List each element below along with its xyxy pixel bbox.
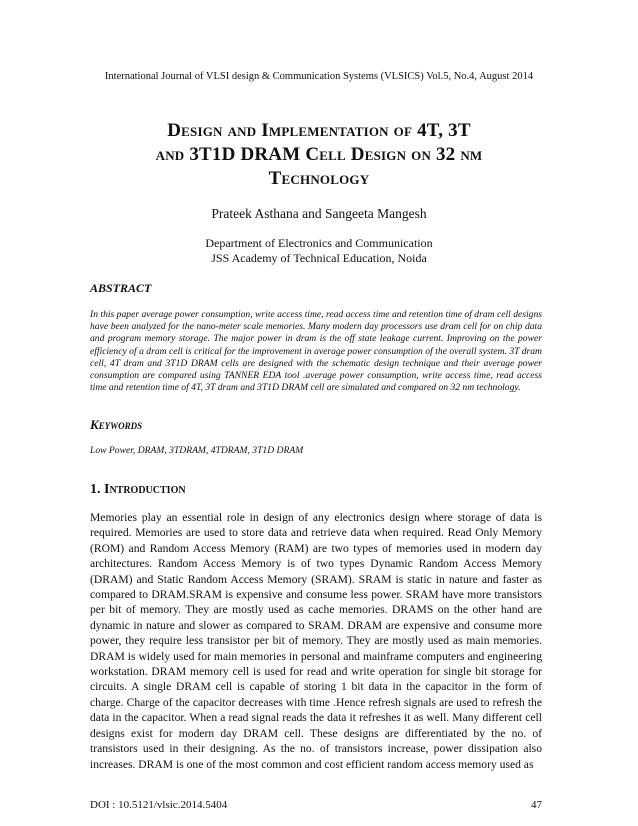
footer-doi: DOI : 10.5121/vlsic.2014.5404 [90,799,228,811]
keywords-heading: Keywords [90,417,143,432]
department: Department of Electronics and Communication [205,236,433,250]
title-line: Technology [268,168,370,189]
institution: JSS Academy of Technical Education, Noida [211,251,427,265]
page-number: 47 [531,799,542,811]
paper-title [40,119,598,191]
title-line: and 3T1D DRAM Cell Design on 32 nm [155,144,483,165]
affiliation [0,236,638,266]
journal-header: International Journal of VLSI design & Communication Systems (VLSICS) Vol.5, No.4, August 2014 [104,71,534,82]
title-line: Design and Implementation of 4T, 3T [167,120,471,141]
abstract-heading: ABSTRACT [90,281,152,295]
introduction-heading: 1. Introduction [90,482,186,497]
keywords-text: Low Power, DRAM, 3TDRAM, 4TDRAM, 3T1D DRAM [90,445,304,456]
authors: Prateek Asthana and Sangeeta Mangesh [211,206,427,221]
abstract-text: In this paper average power consumption, write access time, read access time and retention time of dram cell designs have been analyzed for the nano-meter scale memories. Many modern day processors use dram cell for on chip data and program memory storage. The major power in dram is the off state leakage current. Improving on the power efficiency of a dram cell is critical for the improvement in average power consumption of the overall system. 3T dram cell, 4T dram and 3T1D DRAM cells are designed with the schematic design technique and their average power consumption are compared using TANNER EDA tool .average power consumption, write access time, read access time and retention time of 4T, 3T dram and 3T1D DRAM cell are simulated and compared on 32 nm technology. [90,309,542,394]
introduction-text: Memories play an essential role in design of any electronics design where storage of data is required. Memories are used to store data and retrieve data when required. Read Only Memory (ROM) and Random Access Memory (RAM) are two types of memories used in modern day architectures. Random Access Memory is of two types Dynamic Random Access Memory (DRAM) and Static Random Access Memory (SRAM). SRAM is static in nature and faster as compared to DRAM.SRAM is expensive and consume less power. SRAM have more transistors per bit of memory. They are mostly used as cache memories. DRAMS on the other hand are dynamic in nature and slower as compared to SRAM. DRAM are expensive and consume more power, they require less transistor per bit of memory. They are mostly used as main memories. DRAM is widely used for main memories in personal and mainframe computers and engineering workstation. DRAM memory cell is used for read and write operation for single bit storage for circuits. A single DRAM cell is capable of storing 1 bit data in the capacitor in the form of charge. Charge of the capacitor decreases with time .Hence refresh signals are used to refresh the data in the capacitor. When a read signal reads the data it refreshes it as well. Many different cell designs exist for modern day DRAM cell. These designs are differentiated by the no. of transistors used in their designing. As the no. of transistors increase, power dissipation also increases. DRAM is one of the most common and cost efficient random access memory used as [90,511,542,771]
